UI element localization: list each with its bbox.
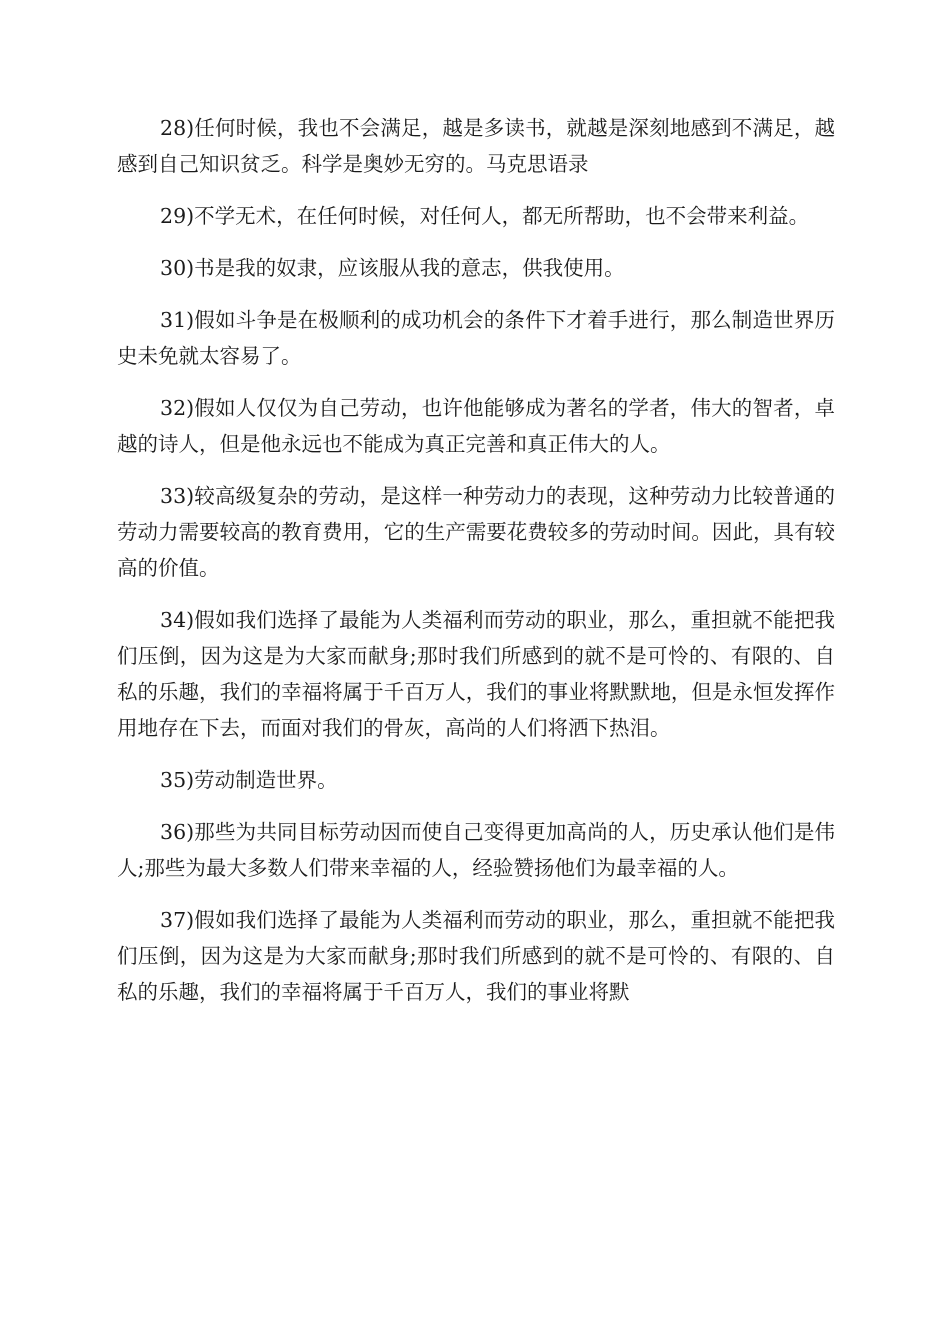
- paragraph-quote-29: 29)不学无术，在任何时候，对任何人，都无所帮助，也不会带来利益。: [160, 204, 810, 228]
- document-body: [117, 110, 835, 1026]
- paragraph-quote-33: 33)较高级复杂的劳动，是这样一种劳动力的表现，这种劳动力比较普通的劳动力需要较高的教育费用，它的生产需要花费较多的劳动时间。因此，具有较高的价值。: [117, 484, 835, 580]
- paragraph-quote-34: 34)假如我们选择了最能为人类福利而劳动的职业，那么，重担就不能把我们压倒，因为这是为大家而献身;那时我们所感到的就不是可怜的、有限的、自私的乐趣，我们的幸福将属于千百万人，我们的事业将默默地，但是永恒发挥作用地存在下去，而面对我们的骨灰，高尚的人们将洒下热泪。: [117, 608, 835, 740]
- paragraph-quote-31: 31)假如斗争是在极顺利的成功机会的条件下才着手进行，那么制造世界历史未免就太容易了。: [117, 308, 835, 368]
- paragraph-quote-30: 30)书是我的奴隶，应该服从我的意志，供我使用。: [160, 256, 625, 280]
- paragraph-quote-28: 28)任何时候，我也不会满足，越是多读书，就越是深刻地感到不满足，越感到自己知识贫乏。科学是奥妙无穷的。马克思语录: [117, 116, 835, 176]
- paragraph-quote-36: 36)那些为共同目标劳动因而使自己变得更加高尚的人，历史承认他们是伟人;那些为最大多数人们带来幸福的人，经验赞扬他们为最幸福的人。: [117, 820, 835, 880]
- paragraph-quote-35: 35)劳动制造世界。: [160, 768, 338, 792]
- paragraph-quote-37: 37)假如我们选择了最能为人类福利而劳动的职业，那么，重担就不能把我们压倒，因为这是为大家而献身;那时我们所感到的就不是可怜的、有限的、自私的乐趣，我们的幸福将属于千百万人，我们的事业将默: [117, 908, 835, 1004]
- paragraph-quote-32: 32)假如人仅仅为自己劳动，也许他能够成为著名的学者，伟大的智者，卓越的诗人，但是他永远也不能成为真正完善和真正伟大的人。: [117, 396, 835, 456]
